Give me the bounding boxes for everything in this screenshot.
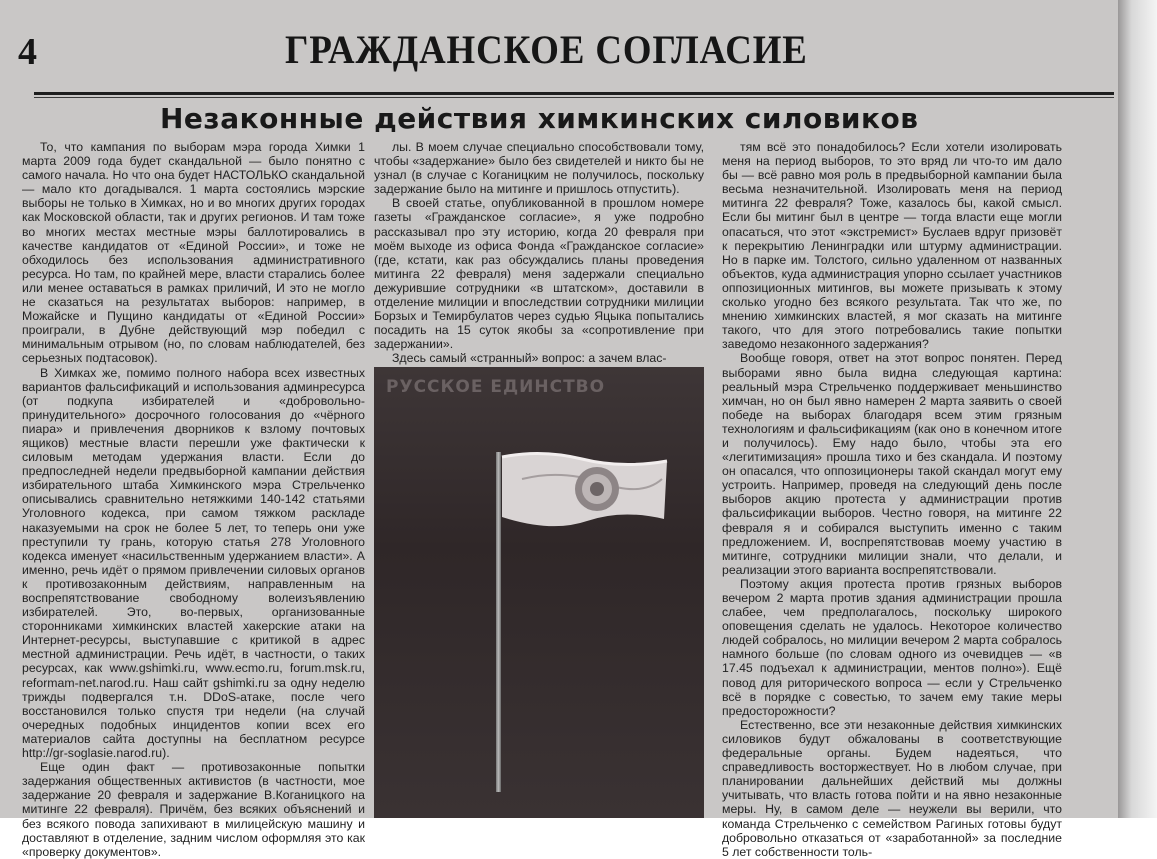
paragraph: Вообще говоря, ответ на этот вопрос понятен. Перед выборами явно была видна следующая картина: реальный мэра Стрельченко поддерживает меньшинство химчан, но он был явно намерен 2 марта заявить о своей победе на выборах благодаря всем этим грязным технологиям и фальсификациям (как оно в конечном итоге и получилось). Ему надо было, чтобы эта его «легитимизация» прошла тихо и без скандала. И поэтому он опасался, что оппозиционеры такой скандал могут ему устроить. Например, проведя на следующий день после выборов акцию протеста у администрации против фальсификации выборов. Честно говоря, на митинге 22 февраля я и собирался выступить именно с таким предложением. И, воспрепятствовав моему участию в митинге, сотрудники милиции знали, что делали, и реализации этого варианта воспрепятствовали.: [722, 351, 1062, 577]
article-column-3: [722, 140, 1062, 859]
scan-edge: [1118, 0, 1157, 818]
flag-pole: [496, 452, 501, 792]
paragraph: лы. В моем случае специально способствовали тому, чтобы «задержание» было без свидетелей и никто бы не узнал (в случае с Коганицким не получилось, поскольку задержание было на митинге и пришлось отпустить).: [374, 140, 704, 197]
paragraph: Еще один факт — противозаконные попытки задержания общественных активистов (в частности, мое задержание 20 февраля и задержание В.Коганицкого на митинге 22 февраля). Причём, без всяких объяснений и без всякого повода запихивают в милицейскую машину и доставляют в отделение, задним числом оформляя это как «проверку документов».: [22, 760, 365, 859]
paragraph: В своей статье, опубликованной в прошлом номере газеты «Гражданское согласие», я уже подробно рассказывал про эту историю, когда 20 февраля при моём выходе из офиса Фонда «Гражданское согласие» (где, кстати, как раз обсуждались планы проведения митинга 22 февраля) меня задержали специально дежурившие сотрудники «в штатском», доставили в отделение милиции и впоследствии сотрудники милиции Борзых и Темирбулатов через судью Яцыка попытались посадить на 15 суток якобы за «сопротивление при задержании».: [374, 196, 704, 352]
paragraph: Естественно, все эти незаконные действия химкинских силовиков будут обжалованы в соответствующие федеральные органы. Будем надеяться, что справедливость восторжествует. Но в любом случае, при планировании дальнейших действий мы должны учитывать, что власть готова пойти и на явно незаконные меры. Ну, в самом деле — неужели вы верили, что команда Стрельченко с семейством Рагиных готовы будут добровольно отказаться от «заработанной» за последние 5 лет собственности толь-: [722, 717, 1062, 859]
masthead-rule: [34, 92, 1114, 95]
article-headline: Незаконные действия химкинских силовиков: [160, 102, 919, 135]
paragraph: Здесь самый «странный» вопрос: а зачем влас-: [392, 351, 667, 366]
flag-icon: [502, 449, 667, 529]
article-column-2: [374, 140, 704, 366]
photo-banner-text: РУССКОЕ ЕДИНСТВО: [386, 377, 606, 397]
paragraph: Поэтому акция протеста против грязных выборов вечером 2 марта против здания администрации прошла слабее, чем предполагалось, поскольку широкого оповещения сделать не удалось. Некоторое количество людей собралось, но милиции вечером 2 марта собралось намного больше (по словам одного из очевидцев — «в 17.45 подъехал к администрации, ментов полно»). Ещё повод для риторического вопроса — если у Стрельченко всё в порядке с совестью, то зачем ему такие меры предосторожности?: [722, 576, 1062, 718]
masthead: ГРАЖДАНСКОЕ СОГЛАСИЕ: [285, 27, 808, 72]
paragraph: тям всё это понадобилось? Если хотели изолировать меня на период выборов, то это вряд ли что-то им дало бы — всё равно моя роль в предвыборной кампании была весьма незначительной. Изолировать меня на период митинга 22 февраля? Тоже, казалось бы, какой смысл. Если бы митинг был в центре — тогда власти еще могли опасаться, что этот «экстремист» Буслаев вдруг призовёт к перекрытию Ленинградки или штурму администрации. Но в парке им. Толстого, сильно удаленном от названных объектов, куда администрация упорно ссылает участников оппозиционных митингов, вы можете призывать к этому сколько угодно без всякого результата. Так что же, по мнению химкинских властей, я мог сказать на митинге такого, что для этого потребовались такие попытки заведомо незаконного задержания?: [722, 140, 1062, 352]
article-column-1: [22, 140, 365, 859]
article-photo: [374, 367, 704, 818]
paragraph: То, что кампания по выборам мэра города Химки 1 марта 2009 года будет скандальной — было понятно с самого начала. Но что она будет НАСТОЛЬКО скандальной — мало кто догадывался. 1 марта состоялись мэрские выборы не только в Химках, но и во многих других городах как Московской области, так и других регионов. И там тоже во многих местах местные мэры баллотировались в качестве кандидатов от «Единой России», и тоже не обходилось без использования административного ресурса. Но там, по крайней мере, власти старались более или менее оставаться в рамках приличий, И это не могло не сказаться на результатах выборов: например, в Можайске и Пущино кандидаты от «Единой России» проиграли, в Дубне действующий мэр победил с минимальным отрывом (но, по словам наблюдателей, без серьезных подтасовок).: [22, 140, 365, 366]
page-number: 4: [18, 31, 37, 73]
paragraph: В Химках же, помимо полного набора всех известных вариантов фальсификаций и использования админресурса (от подкупа избирателей и «добровольно-принудительного» досрочного голосования до «чёрного пиара» и привлечения дворников к взлому почтовых ящиков) местные власти перешли уже фактически к силовым методам удержания власти. Если до предпоследней недели предвыборной кампании действия избирательного штаба Химкинского мэра Стрельченко описывались сравнительно нетяжкими 140-142 статьями Уголовного кодекса, при самом тяжком раскладе наказуемыми на срок не более 5 лет, то теперь они уже преступили ту грань, которую статья 278 Уголовного кодекса именует «насильственным удержанием власти». А именно, речь идёт о прямом привлечении силовых органов к противозаконным действиям, направленным на воспрепятствование свободному волеизъявлению избирателей. Это, во-первых, организованные сторонниками химкинских властей хакерские атаки на Интернет-ресурсы, выступавшие с критикой в адрес местной администрации. Речь идёт, в частности, о таких ресурсах, как www.gshimki.ru, www.ecmo.ru, forum.msk.ru, reformam-net.narod.ru. Наш сайт gshimki.ru за одну неделю трижды подвергался т.н. DDoS-атаке, после чего восстановился только спустя три недели (на случай очередных подобных инцидентов копии всех его материалов сайта доступны на бесплатном ресурсе http://gr-soglasie.narod.ru).: [22, 365, 365, 761]
masthead-rule-thin: [34, 97, 1114, 98]
